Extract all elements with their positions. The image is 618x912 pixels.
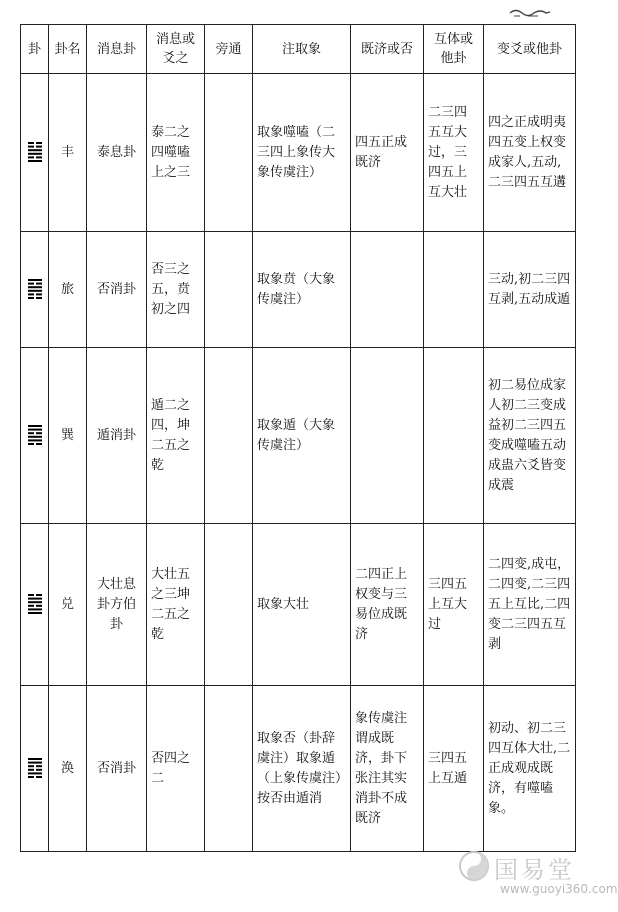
pangtong <box>205 348 253 524</box>
watermark <box>456 848 618 908</box>
header-name: 卦名 <box>49 25 87 74</box>
xiaoxi-gua: 否消卦 <box>87 686 147 852</box>
header-jiji-fou: 既济或否 <box>351 25 424 74</box>
xiaoxi-yao: 泰二之四噬嗑上之三 <box>147 74 205 232</box>
header-xiaoxi-gua: 消息卦 <box>87 25 147 74</box>
xiaoxi-yao: 否三之五，贲初之四 <box>147 232 205 348</box>
pangtong <box>205 524 253 686</box>
xiaoxi-yao: 否四之二 <box>147 686 205 852</box>
gua-name: 涣 <box>49 686 87 852</box>
hexagram-cell <box>21 524 49 686</box>
huti <box>424 232 484 348</box>
hexagram-cell <box>21 686 49 852</box>
zhu-quxiang: 取象噬嗑（二三四上象传大象传虞注） <box>253 74 351 232</box>
huti: 二三四五互大过，三四五上互大壮 <box>424 74 484 232</box>
xiaoxi-yao: 遁二之四，坤二五之乾 <box>147 348 205 524</box>
watermark-url: www.guoyi360.com <box>500 882 618 896</box>
gua-name: 旅 <box>49 232 87 348</box>
page-mark-icon <box>508 6 552 18</box>
jiji-fou: 象传虞注谓成既济，卦下张注其实消卦不成既济 <box>351 686 424 852</box>
hexagram-cell <box>21 232 49 348</box>
header-pangtong: 旁通 <box>205 25 253 74</box>
pangtong <box>205 686 253 852</box>
huan-hexagram-icon <box>28 758 42 778</box>
header-huti: 互体或他卦 <box>424 25 484 74</box>
xiaoxi-gua: 大壮息卦方伯卦 <box>87 524 147 686</box>
bianyao: 初动、初二三四互体大壮,二正成观成既济，有噬嗑象。 <box>484 686 576 852</box>
bianyao: 三动,初二三四互剥,五动成遁 <box>484 232 576 348</box>
huti: 三四五上互遁 <box>424 686 484 852</box>
jiji-fou: 二四正上权变与三易位成既济 <box>351 524 424 686</box>
gua-name: 兑 <box>49 524 87 686</box>
xiaoxi-gua: 否消卦 <box>87 232 147 348</box>
lu-hexagram-icon <box>28 279 42 299</box>
zhu-quxiang: 取象遁（大象传虞注） <box>253 348 351 524</box>
header-zhu-quxiang: 注取象 <box>253 25 351 74</box>
bianyao: 初二易位成家人初二三变成益初二三四五变成噬嗑五动成蛊六爻皆变成震 <box>484 348 576 524</box>
hexagram-cell <box>21 348 49 524</box>
table-row <box>21 74 576 232</box>
watermark-title: 国易堂 <box>494 856 575 884</box>
huti: 三四五上互大过 <box>424 524 484 686</box>
header-gua: 卦 <box>21 25 49 74</box>
header-row <box>21 25 576 74</box>
gua-name: 丰 <box>49 74 87 232</box>
zhu-quxiang: 取象大壮 <box>253 524 351 686</box>
hexagram-cell <box>21 74 49 232</box>
jiji-fou <box>351 232 424 348</box>
dui-hexagram-icon <box>28 594 42 614</box>
bianyao: 二四变,成屯，二四变,二三四五上互比,二四变二三四五互剥 <box>484 524 576 686</box>
zhu-quxiang: 取象否（卦辞虞注）取象遁（上象传虞注）按否由遁消 <box>253 686 351 852</box>
bianyao: 四之正成明夷四五变上权变成家人,五动,二三四五互遘 <box>484 74 576 232</box>
gua-name: 巽 <box>49 348 87 524</box>
jiji-fou: 四五正成既济 <box>351 74 424 232</box>
zhu-quxiang: 取象贲（大象传虞注） <box>253 232 351 348</box>
huti <box>424 348 484 524</box>
xun-hexagram-icon <box>28 425 42 445</box>
table-row <box>21 686 576 852</box>
pangtong <box>205 74 253 232</box>
taiji-logo-icon <box>458 850 490 882</box>
table-row <box>21 348 576 524</box>
xiaoxi-gua: 遁消卦 <box>87 348 147 524</box>
xiaoxi-yao: 大壮五之三坤二五之乾 <box>147 524 205 686</box>
table-row <box>21 524 576 686</box>
pangtong <box>205 232 253 348</box>
xiaoxi-gua: 泰息卦 <box>87 74 147 232</box>
header-bianyao: 变爻或他卦 <box>484 25 576 74</box>
feng-hexagram-icon <box>28 142 42 162</box>
jiji-fou <box>351 348 424 524</box>
header-xiaoxi-yao: 消息或爻之 <box>147 25 205 74</box>
hexagram-table <box>20 24 576 852</box>
table-row <box>21 232 576 348</box>
